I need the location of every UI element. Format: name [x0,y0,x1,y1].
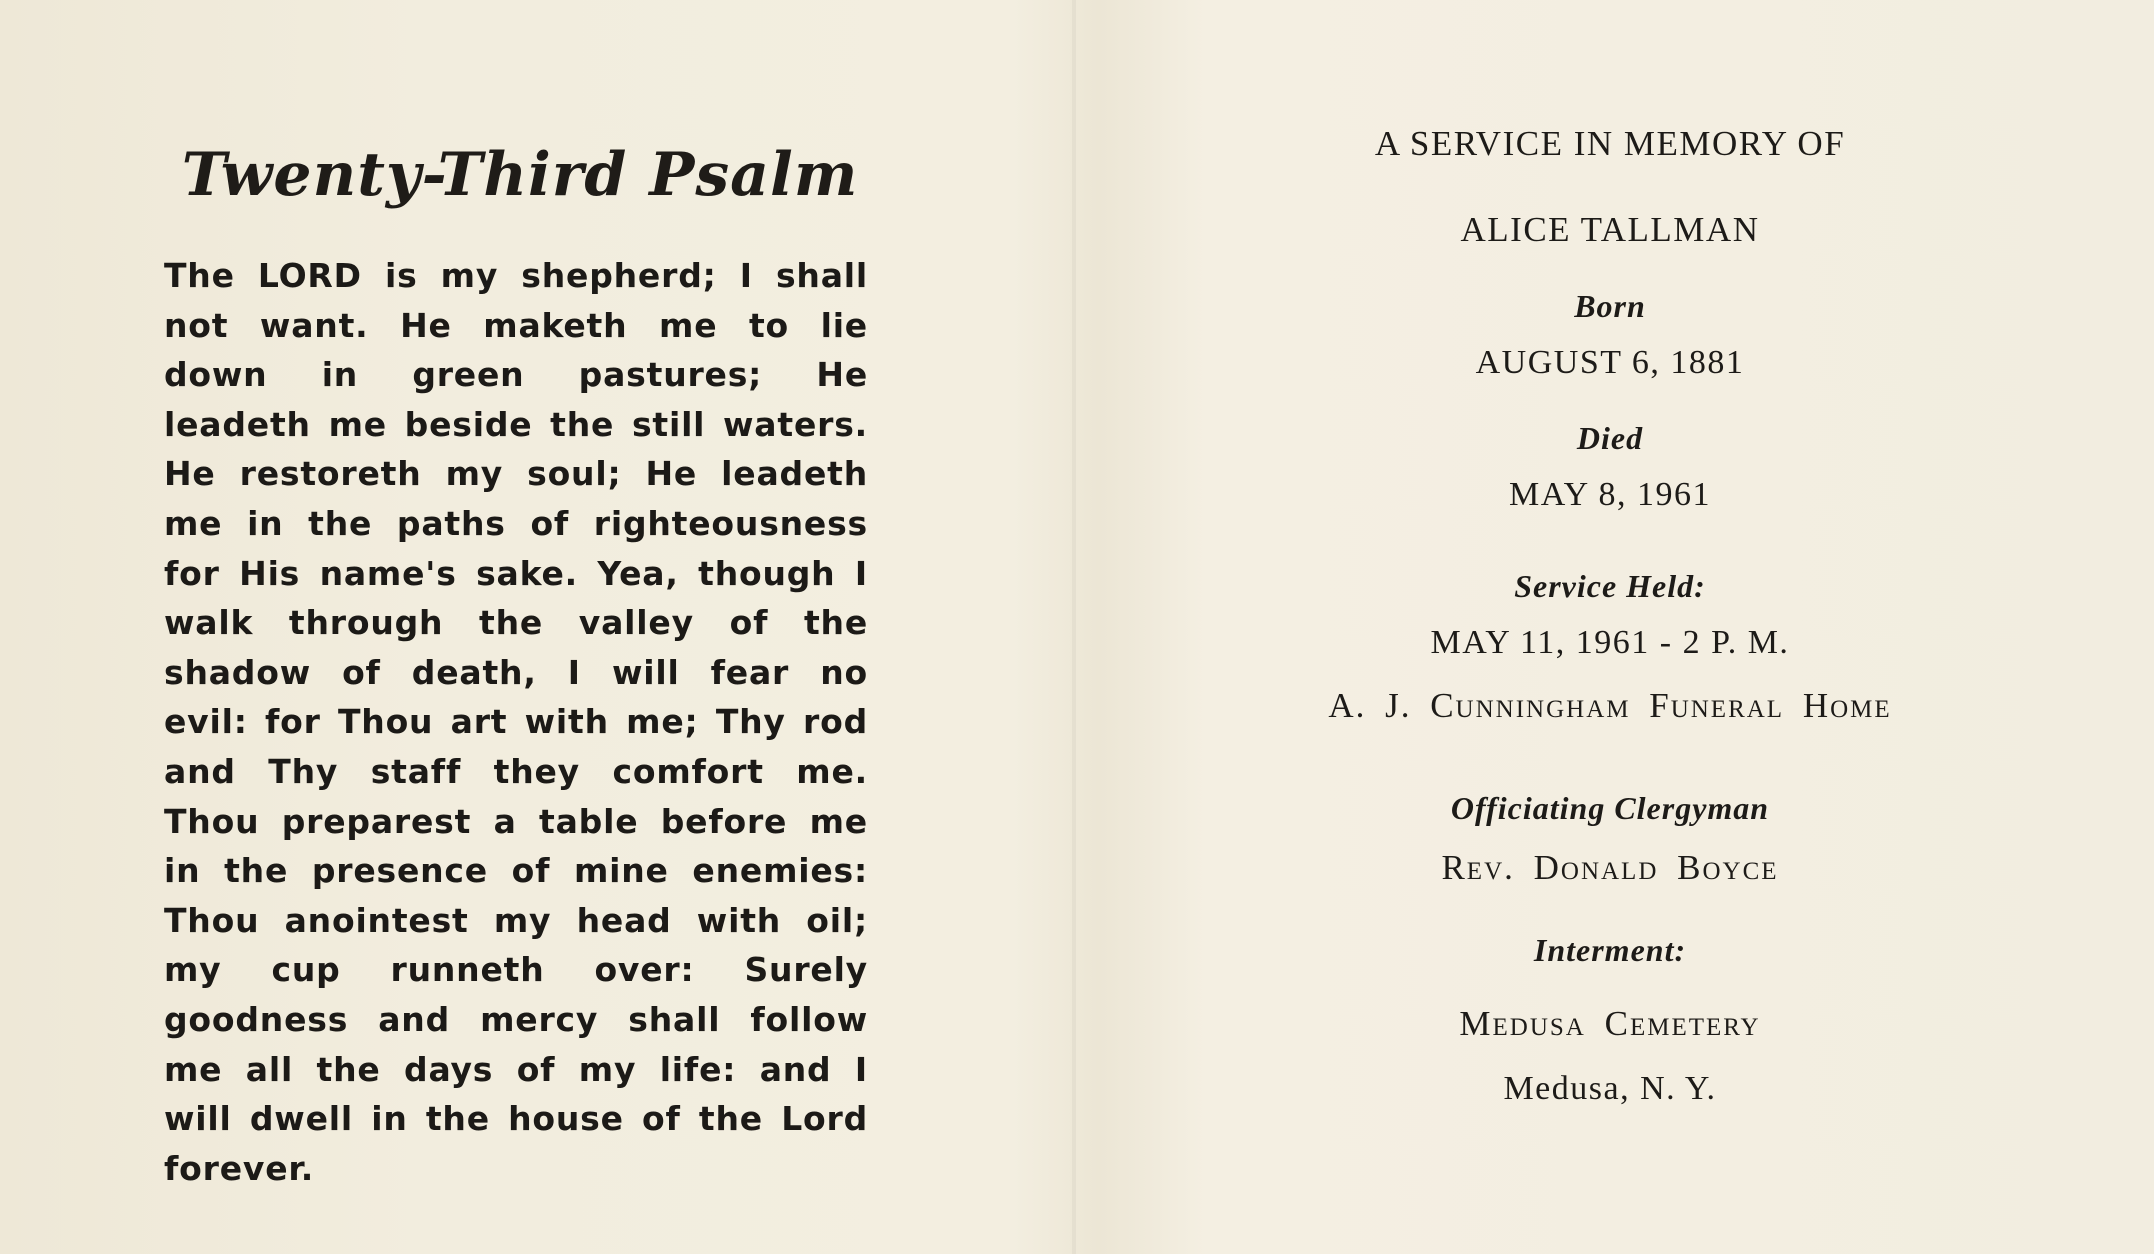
deceased-name: ALICE TALLMAN [1460,210,1760,249]
cemetery-location: Medusa, N. Y. [1503,1070,1717,1107]
service-date: MAY 11, 1961 - 2 P. M. [1430,624,1790,661]
clergy-label: Officiating Clergyman [1450,790,1770,826]
funeral-home: A. J. Cunningham Funeral Home [1328,686,1892,725]
died-label: Died [1576,420,1644,456]
service-panel [1290,118,1930,1168]
died-date: MAY 8, 1961 [1509,476,1711,513]
psalm-panel [160,125,880,1188]
born-date: AUGUST 6, 1881 [1475,344,1745,381]
born-label: Born [1574,288,1646,324]
interment-label: Interment: [1533,932,1687,968]
psalm-title: Twenty-Third Psalm [181,140,859,210]
memorial-heading: A SERVICE IN MEMORY OF [1374,124,1846,163]
service-label: Service Held: [1514,568,1706,604]
center-fold [1072,0,1076,1254]
clergy-name: Rev. Donald Boyce [1441,848,1779,887]
psalm-text: The LORD is my shepherd; I shall not want. He maketh me to lie down in green pastures; He leadeth me beside the still waters. He restoreth my soul; He leadeth me in the paths of righteousness for His name's sake. Yea, though I walk through the valley of the shadow of death, I will fear no evil: for Thou art with me; Thy rod and Thy staff they comfort me. Thou preparest a table before me in the presence of mine enemies: Thou anointest my head with oil; my cup runneth over: Surely goodness and mercy shall follow me all the days of my life: and I will dwell in the house of the Lord forever. [164,256,868,1188]
cemetery-name: Medusa Cemetery [1459,1004,1761,1043]
